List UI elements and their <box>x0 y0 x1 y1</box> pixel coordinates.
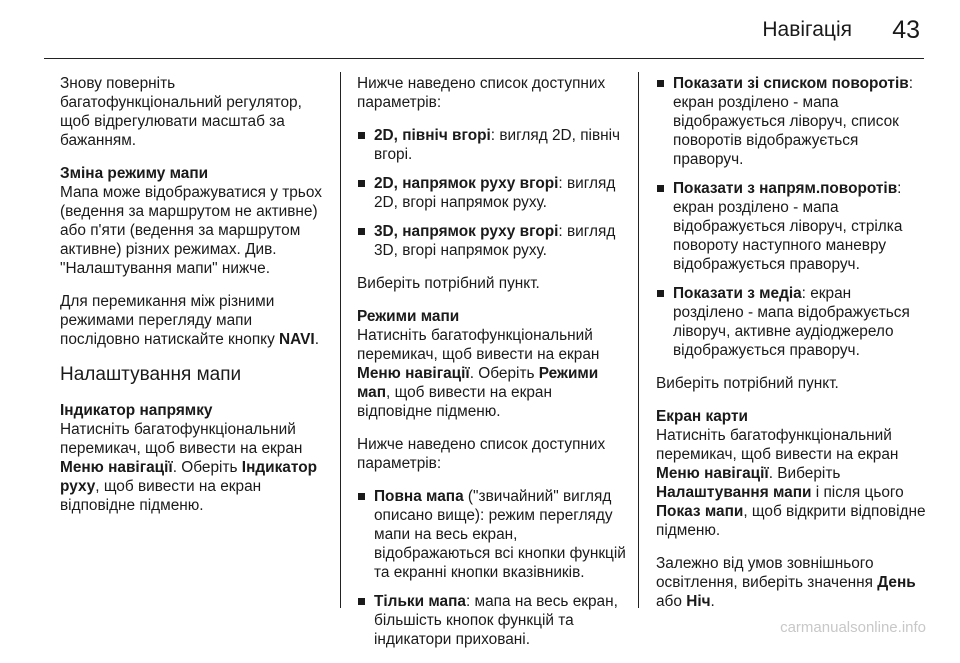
list-item <box>357 222 627 260</box>
option-label: 2D, північ вгорі <box>374 127 491 144</box>
option-label: Тільки мапа <box>374 593 466 610</box>
menu-label: Режими мап <box>357 365 599 401</box>
paragraph-navi <box>60 292 330 349</box>
option-text: : екран розділено - мапа відображується ліворуч, список поворотів відображується праворуч. <box>673 75 913 168</box>
text: . <box>314 331 319 348</box>
text: Натисніть багатофункціональний перемикач, щоб вивести на екран <box>60 421 303 457</box>
text: . Оберіть <box>469 365 539 382</box>
menu-label: Меню навігації <box>656 465 769 482</box>
option-label: Показати з медіа <box>673 285 802 302</box>
list-item <box>656 179 926 274</box>
list-item <box>357 126 627 164</box>
list-item <box>357 592 627 649</box>
option-text: : екран розділено - мапа відображується ліворуч, стрілка повороту наступного маневру відображується праворуч. <box>673 180 903 273</box>
text: Натисніть багатофункціональний перемикач, щоб вивести на екран <box>357 327 600 363</box>
text: . Виберіть <box>768 465 841 482</box>
watermark: carmanualsonline.info <box>780 619 926 636</box>
section-map-modes <box>357 307 627 421</box>
column-1 <box>60 74 330 529</box>
section-title: Індикатор напрямку <box>60 402 213 419</box>
option-label: Повна мапа <box>374 488 464 505</box>
text: , щоб вивести на екран відповідне підменю. <box>357 384 552 420</box>
option-text: : екран розділено - мапа відображується ліворуч, активне аудіоджерело відображується праворуч. <box>673 285 910 359</box>
option-label: Показати з напрям.поворотів <box>673 180 898 197</box>
list-item <box>656 74 926 169</box>
option-text: : вигляд 3D, вгорі напрямок руху. <box>374 223 616 259</box>
section-title: Зміна режиму мапи <box>60 165 209 182</box>
day-label: День <box>877 574 916 591</box>
column-3 <box>656 74 926 625</box>
paragraph-select: Виберіть потрібний пункт. <box>656 375 839 392</box>
option-label: 3D, напрямок руху вгорі <box>374 223 559 240</box>
paragraph-options-intro: Нижче наведено список доступних параметрів: <box>357 436 606 472</box>
text: . Оберіть <box>172 459 242 476</box>
text: , щоб відкрити відповідне підменю. <box>656 503 926 539</box>
column-divider-1 <box>340 72 341 608</box>
menu-label: Меню навігації <box>60 459 173 476</box>
text: Для перемикання між різними режимами перегляду мапи послідовно натискайте кнопку <box>60 293 280 348</box>
column-2 <box>357 74 627 663</box>
option-text: : мапа на весь екран, більшість кнопок функцій та індикатори приховані. <box>374 593 618 648</box>
paragraph-zoom: Знову поверніть багатофункціональний регулятор, щоб відрегулювати масштаб за бажанням. <box>60 75 302 149</box>
section-heading: Налаштування мапи <box>60 364 242 385</box>
option-text: : вигляд 2D, вгорі напрямок руху. <box>374 175 616 211</box>
text: . <box>710 593 715 610</box>
section-map-screen <box>656 407 926 540</box>
paragraph-day-night <box>656 554 926 611</box>
option-list-split <box>656 74 926 360</box>
page-title: Навігація <box>762 18 852 41</box>
option-list-modes <box>357 487 627 649</box>
section-title: Режими мапи <box>357 308 460 325</box>
option-text: ("звичайний" вигляд описано вище): режим перегляду мапи на весь екран, відображаються всі кнопки функцій та екранні кнопки вказівників. <box>374 488 626 581</box>
paragraph-select: Виберіть потрібний пункт. <box>357 275 540 292</box>
option-label: Показати зі списком поворотів <box>673 75 909 92</box>
text: або <box>656 593 687 610</box>
navi-key-label: NAVI <box>279 331 315 348</box>
section-direction-indicator <box>60 401 330 515</box>
menu-label: Показ мапи <box>656 503 744 520</box>
section-map-mode <box>60 164 330 278</box>
option-label: 2D, напрямок руху вгорі <box>374 175 559 192</box>
section-title: Екран карти <box>656 408 748 425</box>
header-rule <box>44 58 924 59</box>
text: , щоб вивести на екран відповідне підменю. <box>60 478 262 514</box>
menu-label: Меню навігації <box>357 365 470 382</box>
menu-label: Індикатор руху <box>60 459 317 495</box>
list-item <box>357 174 627 212</box>
text: і після цього <box>811 484 904 501</box>
list-item <box>656 284 926 360</box>
section-text: Мапа може відображуватися у трьох (ведення за маршрутом не активне) або п'яти (ведення за маршрутом активне) різних режимах. Див. "Налаштування мапи" нижче. <box>60 184 322 277</box>
option-text: : вигляд 2D, північ вгорі. <box>374 127 621 163</box>
paragraph-options-intro: Нижче наведено список доступних параметрів: <box>357 75 606 111</box>
night-label: Ніч <box>686 593 711 610</box>
list-item <box>357 487 627 582</box>
menu-label: Налаштування мапи <box>656 484 812 501</box>
page-number: 43 <box>892 16 920 44</box>
text: Залежно від умов зовнішнього освітлення, виберіть значення <box>656 555 878 591</box>
page-header <box>0 0 960 62</box>
text: Натисніть багатофункціональний перемикач, щоб вивести на екран <box>656 427 899 463</box>
option-list-orientation <box>357 126 627 260</box>
column-divider-2 <box>638 72 639 608</box>
